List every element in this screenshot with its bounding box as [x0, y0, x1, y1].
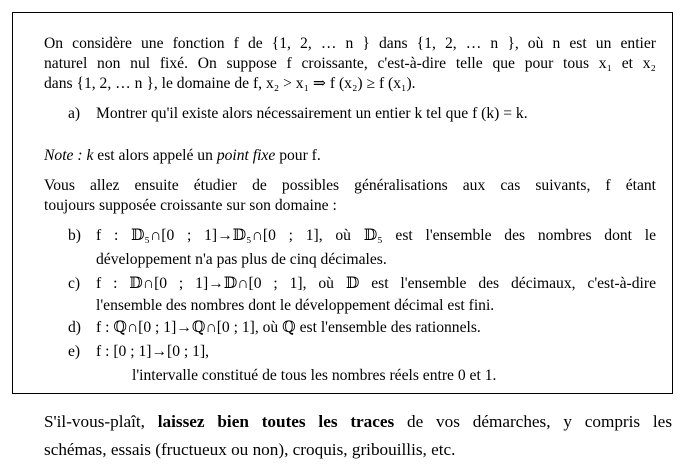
case-b-label: b): [68, 227, 81, 244]
question-a-text: Montrer qu'il existe alors nécessairement un entier k tel que f (k) = k.: [96, 105, 528, 122]
case-d-label: d): [68, 319, 81, 336]
closing-line-2: schémas, essais (fructueux ou non), croquis, gribouillis, etc.: [44, 440, 456, 459]
case-c-label: c): [68, 275, 81, 292]
note-line: [44, 146, 656, 166]
intro-line-1: On considère une fonction f de {1, 2, … n } dans {1, 2, … n }, où n est un entier: [44, 35, 656, 52]
closing-text-b: de vos démarches, y compris les: [407, 412, 673, 431]
question-a-label: a): [68, 105, 81, 122]
case-b-line-1: f : 𝔻₅∩[0 ; 1]→𝔻₅∩[0 ; 1], où 𝔻₅ est l'ensemble des nombres dont le: [96, 227, 656, 244]
case-e-label: e): [68, 343, 81, 360]
case-c-line-2: l'ensemble des nombres dont le développement décimal est fini.: [96, 297, 495, 314]
case-b-line-2: développement n'a pas plus de cinq décimales.: [96, 251, 387, 268]
intro-line-3: dans {1, 2, … n }, le domaine de f, x₂ > x₁ ⇒ f (x₂) ≥ f (x₁).: [44, 75, 416, 92]
closing-bold: laissez bien toutes les traces: [157, 412, 395, 431]
case-e-line-2: l'intervalle constitué de tous les nombres réels entre 0 et 1.: [132, 367, 497, 384]
closing-text-a: S'il-vous-plaît,: [44, 412, 145, 431]
case-c-line-1: f : 𝔻∩[0 ; 1]→𝔻∩[0 ; 1], où 𝔻 est l'ensemble des décimaux, c'est-à-dire: [96, 275, 656, 292]
case-d-line-1: f : ℚ∩[0 ; 1]→ℚ∩[0 ; 1], où ℚ est l'ensemble des rationnels.: [96, 319, 481, 336]
closing-line-1: [44, 410, 672, 434]
generalisation-line-2: toujours supposée croissante sur son domaine :: [44, 197, 337, 214]
note-term: point fixe: [216, 147, 276, 164]
note-middle: est alors appelé un: [97, 147, 213, 164]
note-prefix: Note : k: [44, 147, 94, 164]
case-e-line-1: f : [0 ; 1]→[0 ; 1],: [96, 343, 210, 360]
note-suffix: pour f.: [279, 147, 321, 164]
intro-line-2: naturel non nul fixé. On suppose f croissante, c'est-à-dire telle que pour tous x₁ et x₂: [44, 55, 656, 72]
generalisation-line-1: Vous allez ensuite étudier de possibles généralisations aux cas suivants, f étant: [44, 177, 656, 194]
